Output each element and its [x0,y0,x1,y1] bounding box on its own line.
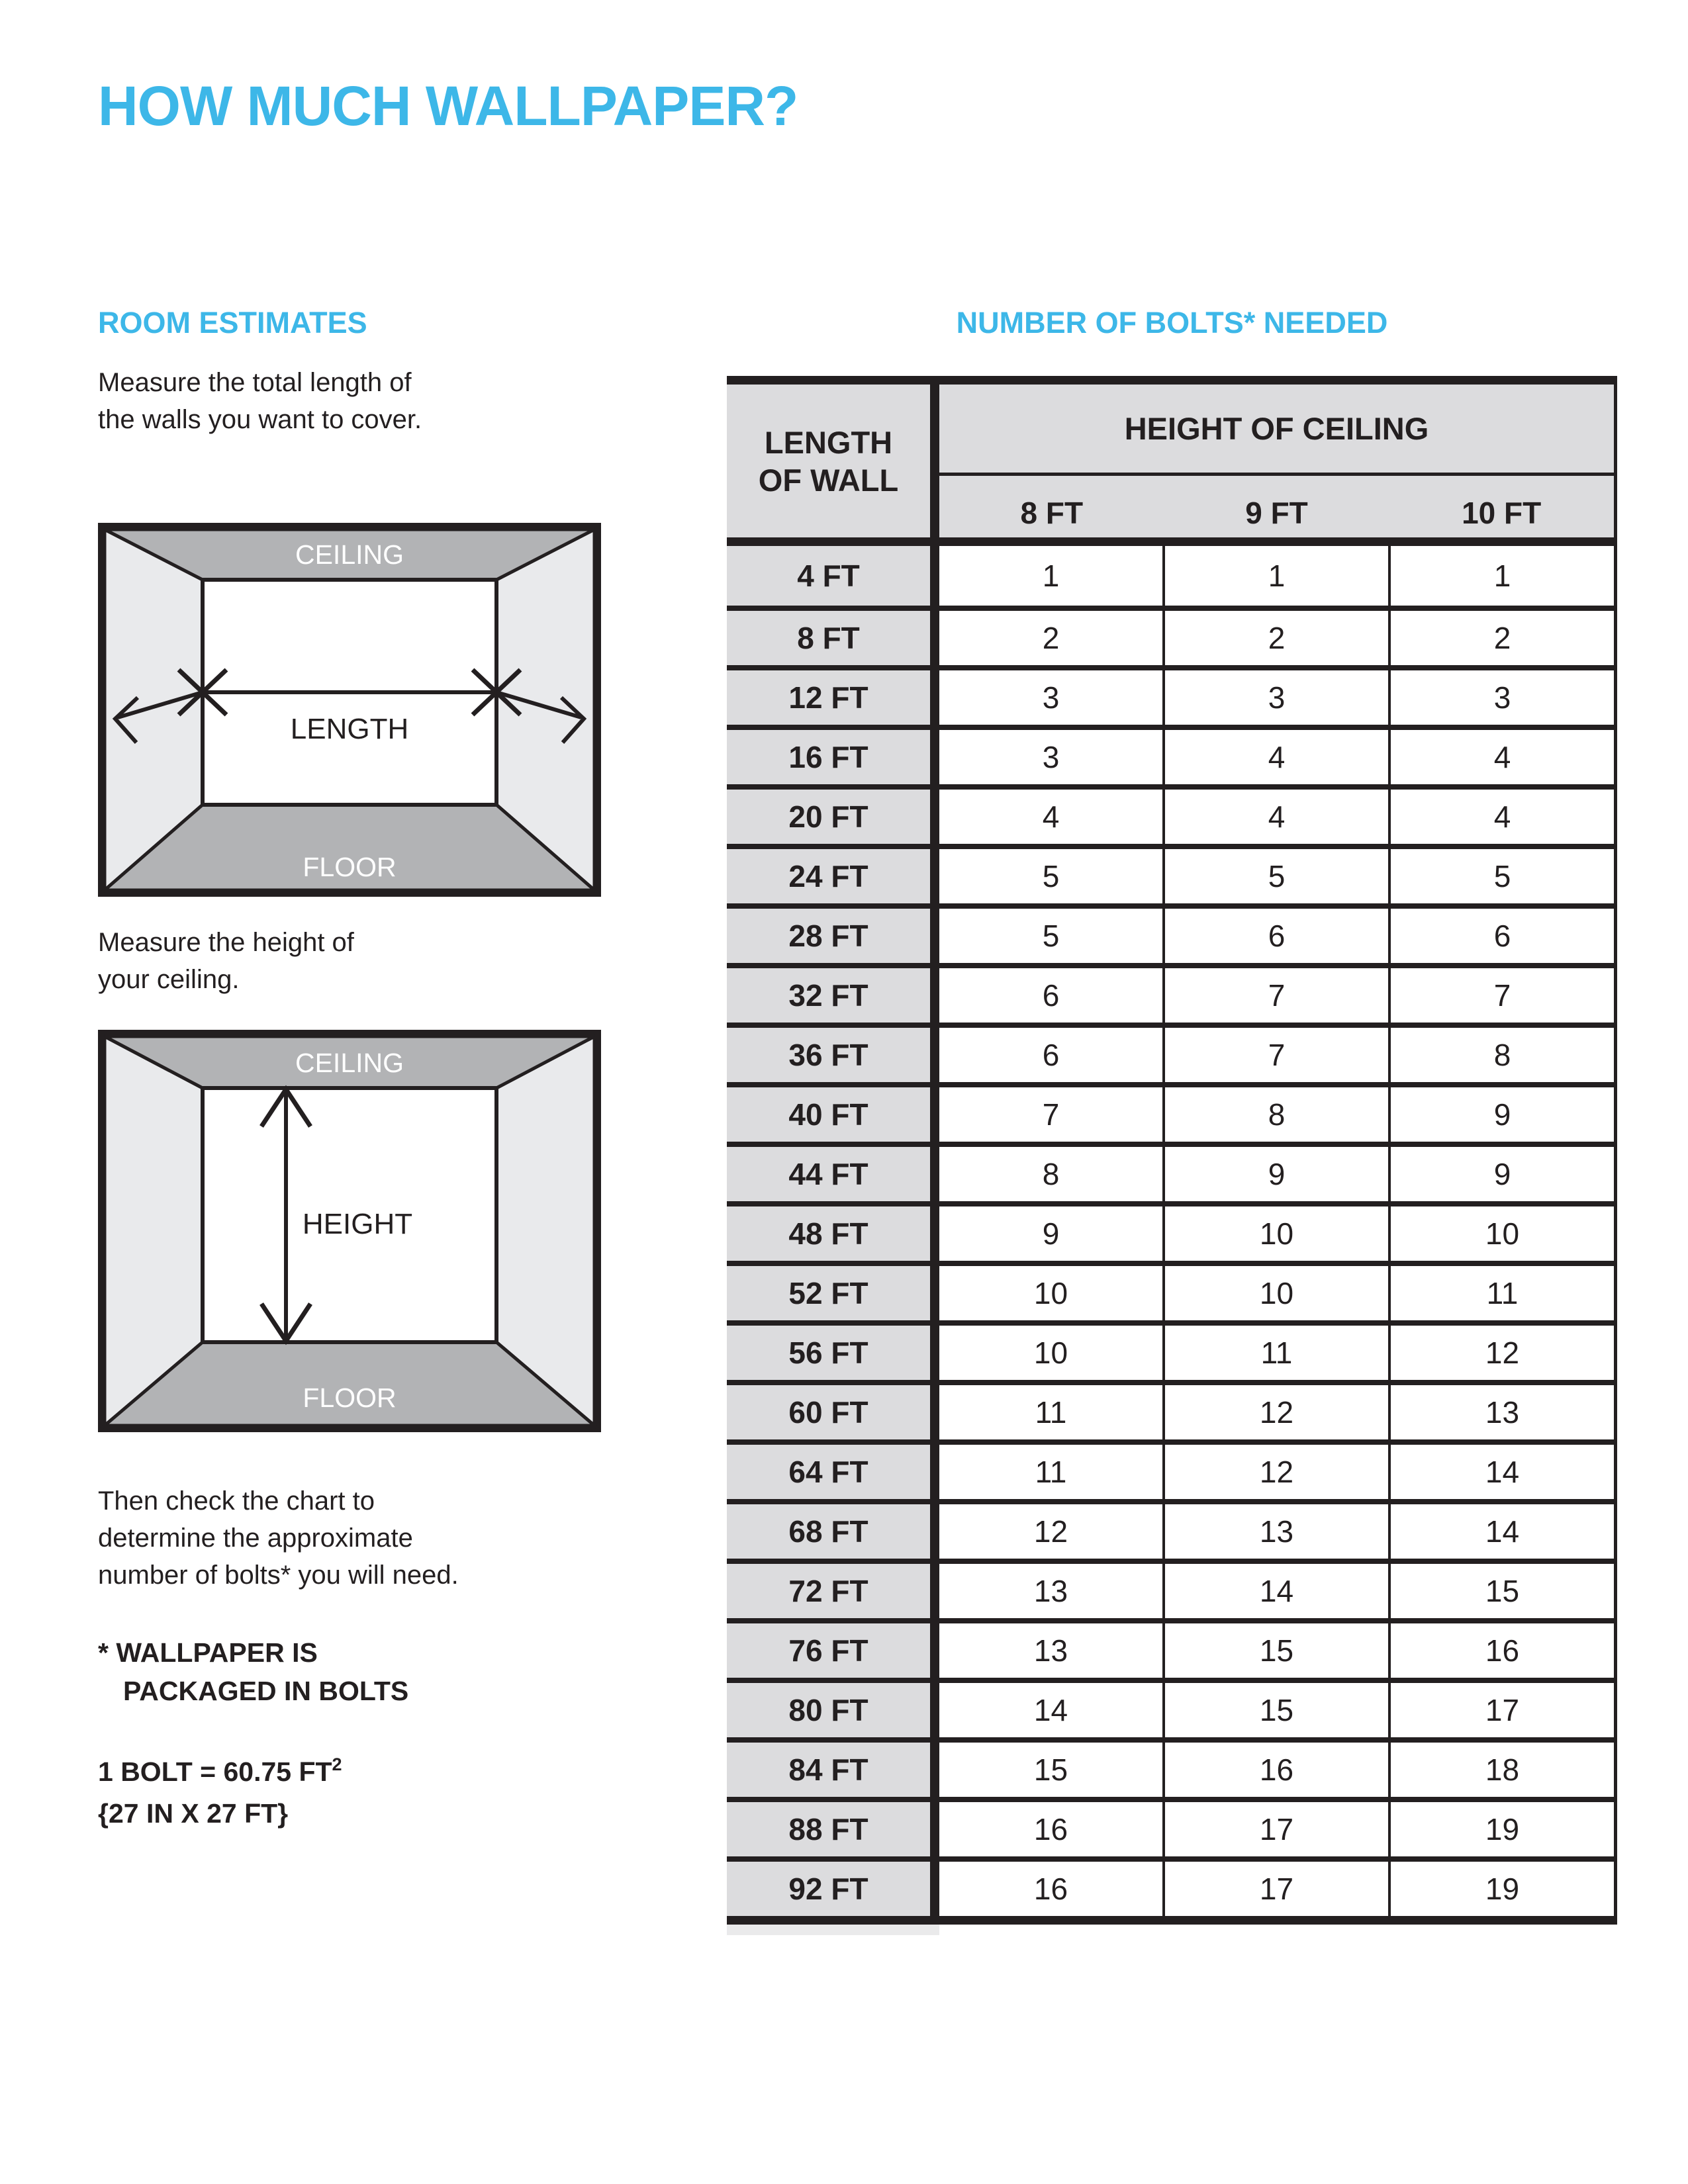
room-length-diagram [98,523,601,897]
cell-10ft: 19 [1388,1862,1614,1916]
step3-paragraph [98,1482,459,1594]
table-row [727,903,1617,963]
cell-10ft: 16 [1388,1623,1614,1678]
cell-8ft: 16 [1033,1872,1068,1906]
length-label: LENGTH [290,713,409,745]
table-column-divider [930,790,939,844]
height-of-ceiling-header [939,385,1614,537]
ceiling-height-diagram [98,1030,601,1432]
cell-10ft: 5 [1388,849,1614,903]
ceiling-label: CEILING [295,1048,404,1078]
cell-8ft: 6 [1042,978,1060,1013]
cell-10ft: 19 [1388,1802,1614,1856]
table-column-divider [930,1623,939,1678]
step1-paragraph [98,364,422,438]
cell-8ft: 13 [1033,1574,1068,1608]
table-column-divider [930,546,939,606]
row-label: 8 FT [727,611,930,665]
row-label: 92 FT [727,1862,930,1916]
row-label: 56 FT [727,1326,930,1380]
table-row [727,784,1617,844]
cell-8ft: 11 [1035,1455,1067,1489]
cell-8ft: 2 [1042,621,1060,655]
row-label: 88 FT [727,1802,930,1856]
table-row [727,1678,1617,1737]
wallpaper-footnote [98,1633,408,1710]
floor-label: FLOOR [303,1383,397,1413]
row-label: 64 FT [727,1445,930,1499]
row-label: 44 FT [727,1147,930,1201]
col-header-10ft: 10 FT [1462,496,1542,530]
bolt-equation-superscript: 2 [332,1754,342,1774]
table-column-divider [930,670,939,725]
table-row [727,1499,1617,1559]
cell-9ft: 3 [1162,670,1388,725]
cell-8ft: 13 [1033,1633,1068,1668]
cell-8ft: 14 [1033,1693,1068,1727]
bolts-needed-heading: NUMBER OF BOLTS* NEEDED [956,306,1388,340]
cell-9ft: 7 [1162,1028,1388,1082]
cell-9ft: 17 [1162,1862,1388,1916]
height-label: HEIGHT [302,1208,413,1240]
cell-9ft: 7 [1162,968,1388,1023]
table-row [727,1320,1617,1380]
cell-9ft: 4 [1162,790,1388,844]
cell-9ft: 13 [1162,1504,1388,1559]
cell-9ft: 16 [1162,1743,1388,1797]
row-label: 72 FT [727,1564,930,1618]
row-label: 76 FT [727,1623,930,1678]
cell-9ft: 14 [1162,1564,1388,1618]
step1-line1: Measure the total length of [98,368,412,397]
floor-label: FLOOR [303,852,397,882]
step3-line2: determine the approximate [98,1524,413,1553]
table-column-divider [930,1087,939,1142]
cell-8ft: 3 [1042,740,1060,774]
table-column-divider [930,1564,939,1618]
col-header-8ft: 8 FT [1020,496,1084,530]
cell-9ft: 8 [1162,1087,1388,1142]
cell-10ft: 11 [1388,1266,1614,1320]
table-row [727,1856,1617,1916]
cell-9ft: 10 [1162,1206,1388,1261]
step1-line2: the walls you want to cover. [98,405,422,434]
ceiling-label: CEILING [295,539,404,570]
cell-10ft: 17 [1388,1683,1614,1737]
table-row [727,1439,1617,1499]
table-column-divider [930,730,939,784]
cell-8ft: 6 [1042,1038,1060,1072]
room-estimates-heading: ROOM ESTIMATES [98,306,367,340]
table-column-divider [930,1028,939,1082]
bolt-equation [98,1752,342,1794]
col-header-9ft: 9 FT [1245,496,1308,530]
footnote-line1: * WALLPAPER IS [98,1637,318,1668]
row-label: 84 FT [727,1743,930,1797]
row-label: 48 FT [727,1206,930,1261]
table-column-divider [930,385,939,537]
cell-10ft: 6 [1388,909,1614,963]
cell-10ft: 8 [1388,1028,1614,1082]
row-label: 32 FT [727,968,930,1023]
table-column-divider [930,1862,939,1916]
step2-line2: your ceiling. [98,965,240,994]
cell-9ft: 12 [1162,1385,1388,1439]
row-label: 40 FT [727,1087,930,1142]
table-header [727,385,1617,537]
cell-10ft: 2 [1388,611,1614,665]
bolt-dimensions: {27 IN X 27 FT} [98,1798,289,1829]
step3-line1: Then check the chart to [98,1486,375,1516]
table-row [727,844,1617,903]
table-row [727,1618,1617,1678]
cell-9ft: 5 [1162,849,1388,903]
table-row [727,1142,1617,1201]
cell-10ft: 18 [1388,1743,1614,1797]
row-label: 28 FT [727,909,930,963]
table-column-divider [930,1266,939,1320]
table-column-divider [930,1683,939,1737]
table-row [727,665,1617,725]
cell-8ft: 8 [1042,1157,1060,1191]
cell-10ft: 1 [1388,546,1614,606]
cell-8ft: 10 [1033,1336,1068,1370]
table-column-divider [930,1206,939,1261]
cell-9ft: 10 [1162,1266,1388,1320]
table-row [727,725,1617,784]
row-label: 36 FT [727,1028,930,1082]
cell-9ft: 15 [1162,1623,1388,1678]
table-column-divider [930,1743,939,1797]
table-row [727,1082,1617,1142]
table-column-divider [930,1504,939,1559]
table-column-divider [930,1326,939,1380]
cell-8ft: 3 [1042,680,1060,715]
cell-9ft: 9 [1162,1147,1388,1201]
page-title: HOW MUCH WALLPAPER? [98,75,798,137]
table-header-separator [727,537,1617,546]
cell-10ft: 12 [1388,1326,1614,1380]
table-column-divider [930,1385,939,1439]
table-column-divider [930,1147,939,1201]
table-bottom-border [727,1916,1617,1925]
corner-label-line1: LENGTH [764,424,893,460]
row-label: 12 FT [727,670,930,725]
table-row [727,1797,1617,1856]
bolts-table [727,376,1617,1935]
table-row [727,963,1617,1023]
cell-9ft: 11 [1162,1326,1388,1380]
row-label: 4 FT [727,546,930,606]
cell-8ft: 15 [1033,1752,1068,1787]
footnote-line2: PACKAGED IN BOLTS [123,1676,409,1706]
row-label: 60 FT [727,1385,930,1439]
cell-9ft: 4 [1162,730,1388,784]
table-row [727,606,1617,665]
cell-10ft: 14 [1388,1504,1614,1559]
cell-10ft: 4 [1388,790,1614,844]
table-bottom-stub [727,1925,939,1935]
cell-8ft: 7 [1042,1097,1060,1132]
table-top-border [727,376,1617,385]
table-body [727,546,1617,1916]
row-label: 20 FT [727,790,930,844]
cell-9ft: 1 [1162,546,1388,606]
cell-10ft: 15 [1388,1564,1614,1618]
table-row [727,1380,1617,1439]
length-of-wall-header [727,385,930,537]
table-row [727,1261,1617,1320]
step2-line1: Measure the height of [98,928,354,957]
table-column-divider [930,611,939,665]
corner-label-line2: OF WALL [758,462,899,498]
row-label: 16 FT [727,730,930,784]
cell-10ft: 4 [1388,730,1614,784]
column-group-label: HEIGHT OF CEILING [939,385,1614,476]
table-row [727,1559,1617,1618]
cell-9ft: 12 [1162,1445,1388,1499]
cell-10ft: 9 [1388,1087,1614,1142]
cell-8ft: 5 [1042,919,1060,953]
cell-10ft: 10 [1388,1206,1614,1261]
row-label: 24 FT [727,849,930,903]
cell-10ft: 13 [1388,1385,1614,1439]
cell-9ft: 6 [1162,909,1388,963]
cell-10ft: 3 [1388,670,1614,725]
cell-9ft: 15 [1162,1683,1388,1737]
table-column-divider [930,849,939,903]
bolt-info [98,1752,342,1833]
cell-9ft: 2 [1162,611,1388,665]
table-column-divider [930,968,939,1023]
step2-paragraph [98,924,354,998]
cell-8ft: 9 [1042,1216,1060,1251]
cell-10ft: 9 [1388,1147,1614,1201]
column-headers [939,476,1614,537]
table-row [727,1201,1617,1261]
table-column-divider [930,1445,939,1499]
cell-8ft: 16 [1033,1812,1068,1846]
cell-8ft: 4 [1042,799,1060,834]
cell-8ft: 1 [1042,559,1060,593]
bolt-equation-text: 1 BOLT = 60.75 FT [98,1756,332,1787]
row-label: 68 FT [727,1504,930,1559]
table-row [727,546,1617,606]
cell-9ft: 17 [1162,1802,1388,1856]
cell-8ft: 12 [1033,1514,1068,1549]
cell-10ft: 14 [1388,1445,1614,1499]
row-label: 52 FT [727,1266,930,1320]
cell-10ft: 7 [1388,968,1614,1023]
row-label: 80 FT [727,1683,930,1737]
step3-line3: number of bolts* you will need. [98,1561,459,1590]
table-column-divider [930,1802,939,1856]
cell-8ft: 11 [1035,1395,1067,1430]
table-row [727,1023,1617,1082]
table-row [727,1737,1617,1797]
table-column-divider [930,909,939,963]
cell-8ft: 10 [1033,1276,1068,1310]
cell-8ft: 5 [1042,859,1060,893]
